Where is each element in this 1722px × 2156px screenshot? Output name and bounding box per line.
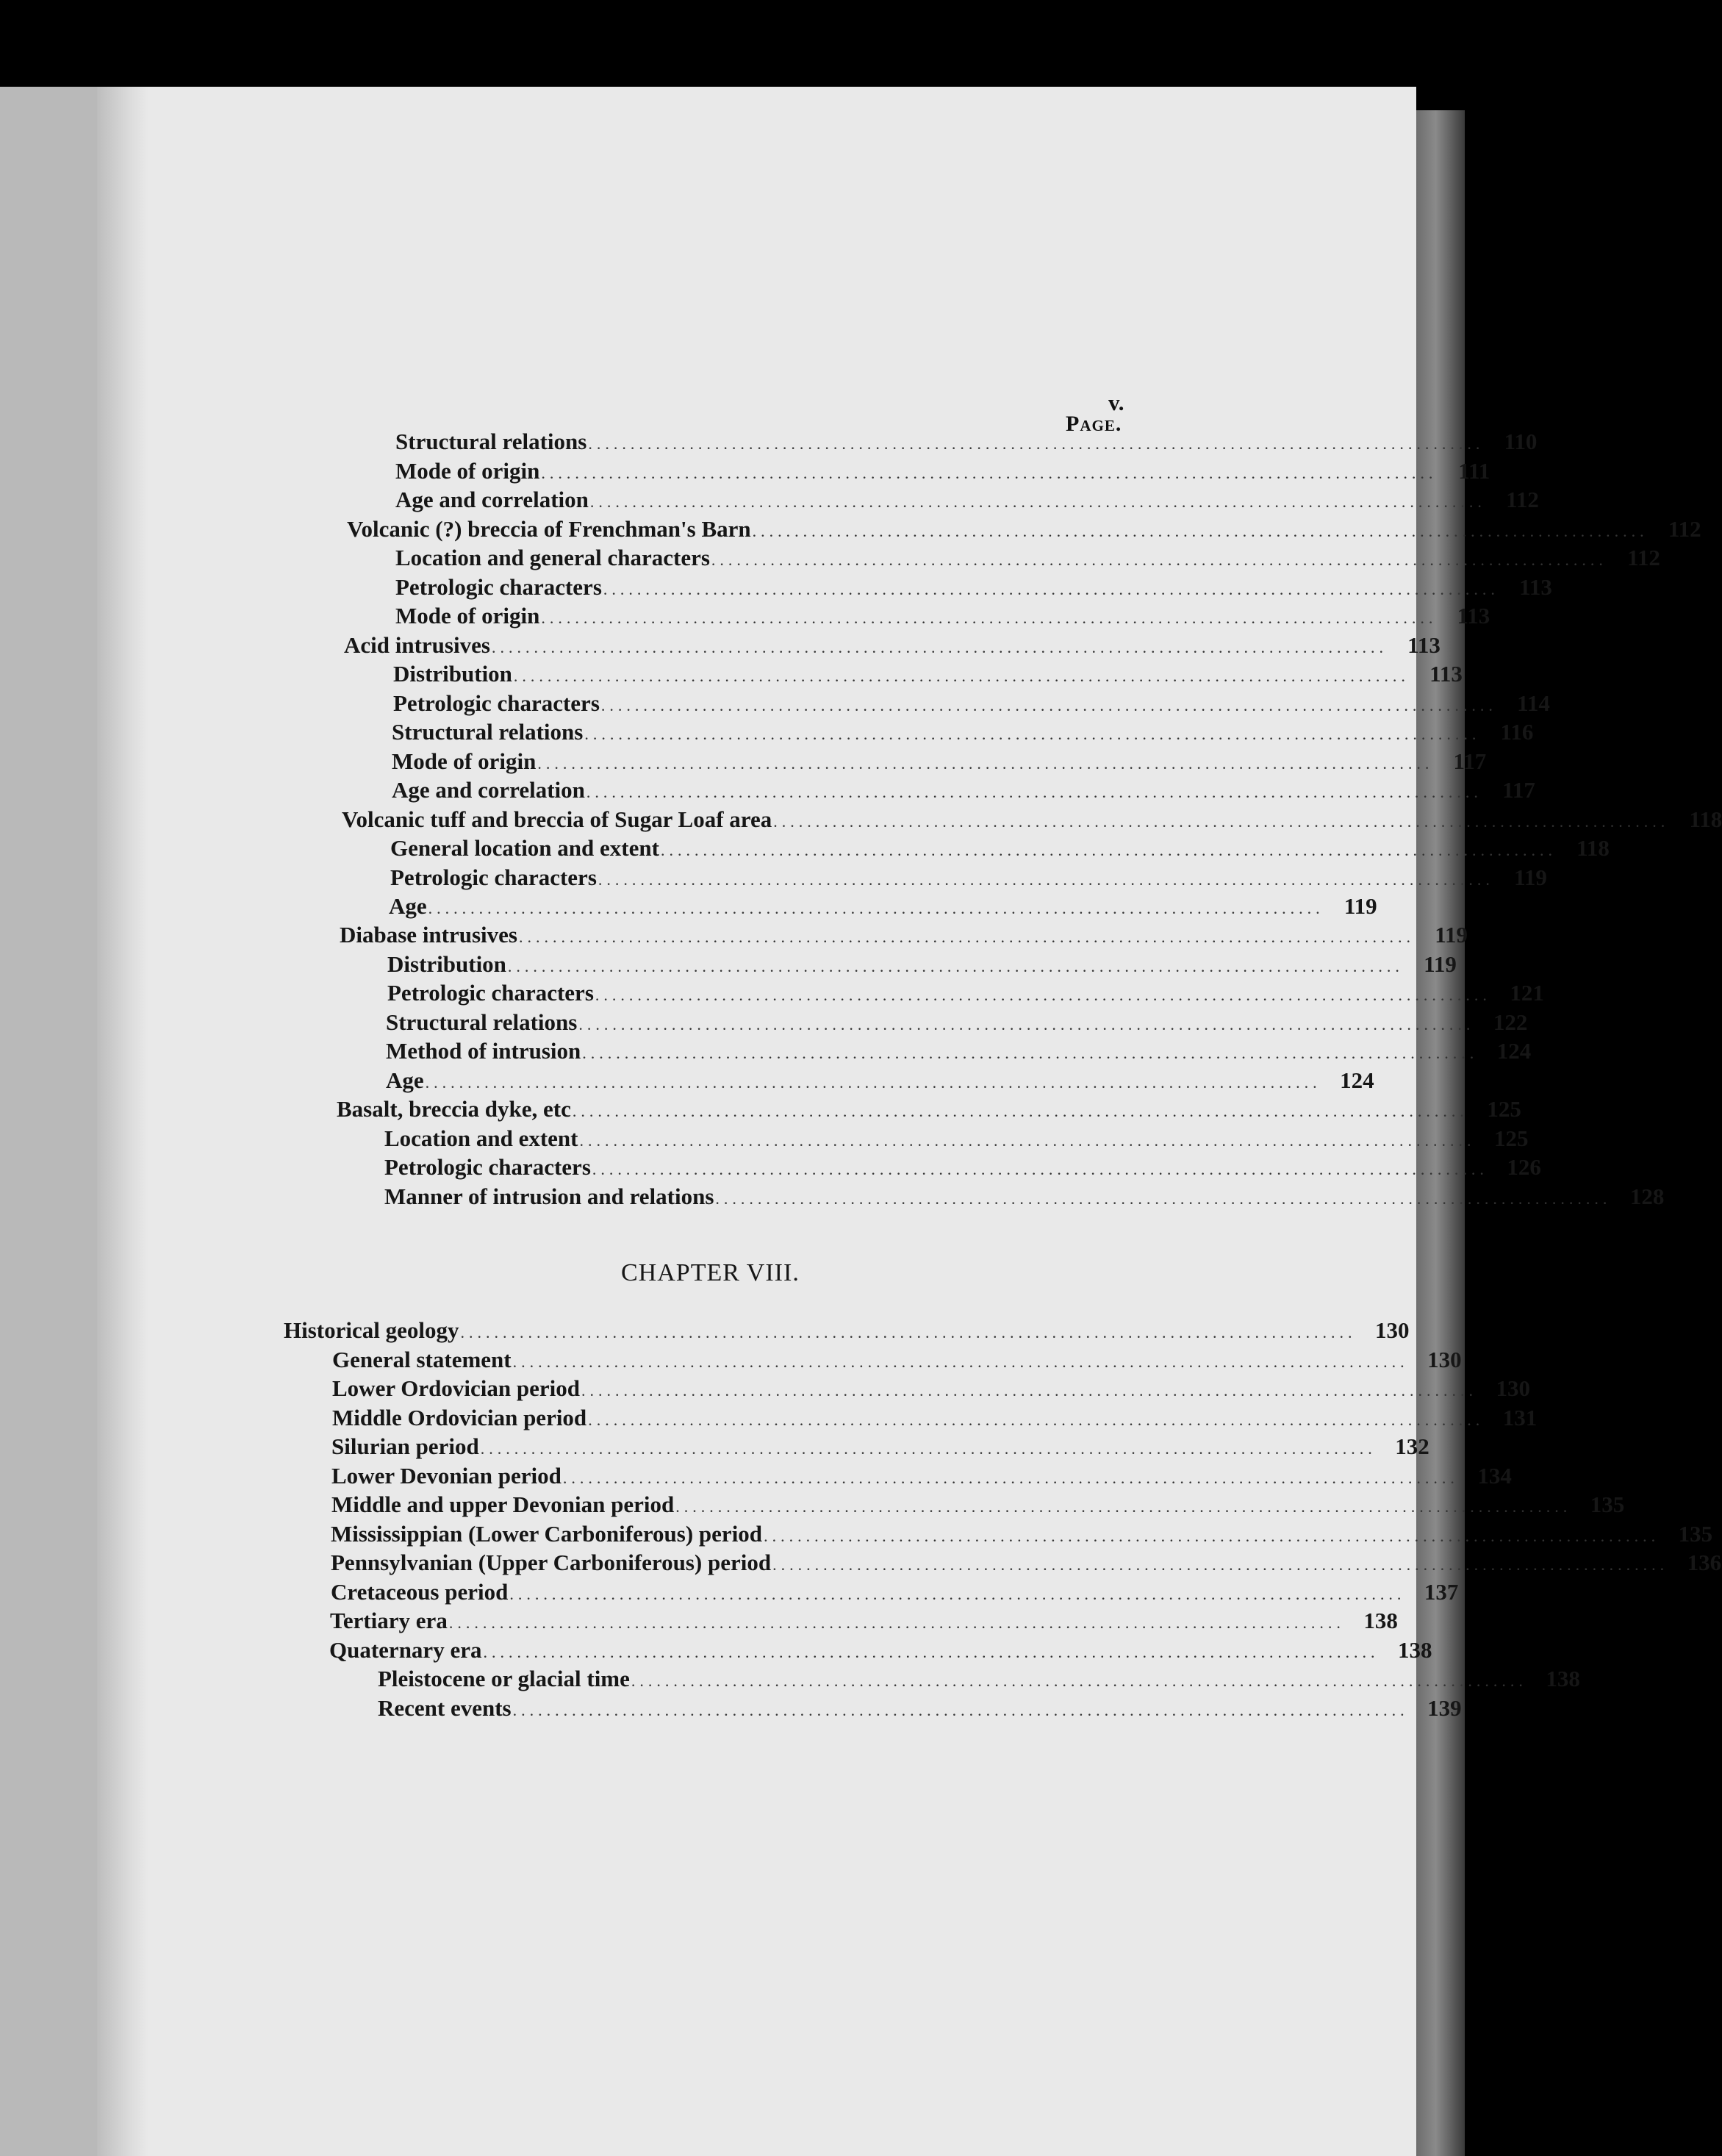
toc-entry (389, 893, 1377, 923)
toc-entry (392, 748, 1487, 778)
toc-entry (332, 1405, 1538, 1434)
toc-entry (387, 951, 1457, 981)
toc-entry (332, 1347, 1462, 1376)
dot-leader: .......................................................................................................... (460, 1323, 1357, 1342)
toc-entry-page: 117 (1502, 777, 1535, 803)
toc-entry (395, 429, 1538, 458)
dot-leader: .......................................................................................................... (578, 1015, 1475, 1034)
dot-leader: .......................................................................................................... (589, 493, 1486, 511)
toc-entry-page: 132 (1395, 1433, 1429, 1459)
toc-entry-page: 119 (1435, 922, 1468, 948)
toc-entry (395, 487, 1539, 516)
toc-entry-page: 124 (1496, 1038, 1532, 1064)
dot-leader: .......................................................................................................... (480, 1439, 1377, 1458)
toc-entry-page: 125 (1487, 1096, 1521, 1122)
toc-entry (378, 1666, 1580, 1695)
toc-entry (384, 1183, 1665, 1213)
toc-entry-page: 116 (1500, 719, 1534, 745)
toc-entry-label: Petrologic characters (384, 1154, 591, 1180)
dot-leader: .......................................................................................................... (513, 667, 1410, 685)
dot-leader: .......................................................................................................... (595, 986, 1491, 1004)
chapter-title: CHAPTER VIII. (621, 1259, 800, 1286)
toc-entry-label: Historical geology (284, 1317, 459, 1343)
toc-entry-label: Manner of intrusion and relations (384, 1183, 714, 1209)
toc-entry-page: 130 (1496, 1375, 1530, 1401)
toc-entry-label: Distribution (387, 951, 506, 977)
toc-entry-label: General location and extent (390, 835, 659, 861)
toc-entry (386, 1009, 1528, 1039)
dot-leader: .......................................................................................................... (586, 783, 1482, 801)
dot-leader: .......................................................................................................... (541, 464, 1438, 482)
toc-entry (331, 1579, 1459, 1608)
toc-entry (390, 835, 1610, 864)
page-column-heading: Page. (1066, 412, 1122, 436)
dot-leader: .......................................................................................................... (764, 1527, 1660, 1545)
toc-entry-page: 137 (1424, 1579, 1459, 1605)
toc-entry-page: 121 (1510, 980, 1544, 1006)
toc-entry (395, 603, 1490, 632)
toc-entry-label: Recent events (378, 1695, 512, 1721)
dot-leader: .......................................................................................................... (519, 928, 1415, 946)
dot-leader: .......................................................................................................... (425, 1073, 1321, 1092)
toc-entry (390, 864, 1547, 894)
toc-entry (395, 574, 1552, 604)
toc-entry-label: Basalt, breccia dyke, etc (337, 1096, 571, 1122)
dot-leader: .......................................................................................................... (631, 1672, 1527, 1690)
dot-leader: .......................................................................................................... (603, 580, 1499, 598)
page-gutter (97, 87, 148, 2156)
toc-entry (331, 1433, 1429, 1463)
toc-entry-label: Petrologic characters (390, 864, 597, 890)
toc-entry-page: 138 (1363, 1608, 1398, 1633)
toc-entry-page: 113 (1519, 574, 1552, 600)
toc-entry-page: 138 (1546, 1666, 1580, 1691)
toc-entry-page: 113 (1407, 632, 1441, 658)
dot-leader: .......................................................................................................... (509, 1585, 1406, 1603)
dot-leader: .......................................................................................................... (537, 754, 1434, 773)
toc-entry (384, 1154, 1541, 1183)
toc-entry (395, 545, 1660, 574)
toc-entry-page: 112 (1668, 516, 1701, 542)
toc-entry-page: 135 (1590, 1491, 1625, 1517)
dot-leader: .......................................................................................................... (588, 434, 1485, 453)
toc-entry-page: 112 (1506, 487, 1539, 512)
toc-entry-label: Age and correlation (392, 777, 585, 803)
dot-leader: .......................................................................................................... (581, 1381, 1477, 1400)
toc-entry (331, 1491, 1625, 1521)
toc-entry (331, 1521, 1713, 1550)
toc-entry-page: 131 (1502, 1405, 1538, 1430)
toc-entry-page: 117 (1453, 748, 1487, 774)
toc-entry-label: Volcanic tuff and breccia of Sugar Loaf area (342, 806, 772, 832)
dot-leader: .......................................................................................................... (675, 1497, 1572, 1516)
toc-entry-label: Lower Devonian period (331, 1463, 562, 1489)
toc-entry-page: 138 (1397, 1637, 1432, 1663)
dot-leader: .......................................................................................................... (483, 1643, 1380, 1661)
toc-entry-label: Mode of origin (395, 603, 540, 628)
toc-entry-label: Petrologic characters (393, 690, 600, 716)
toc-entry (392, 719, 1534, 748)
toc-entry-page: 113 (1429, 661, 1463, 687)
toc-entry-page: 136 (1687, 1550, 1722, 1575)
toc-entry-label: Acid intrusives (344, 632, 490, 658)
toc-entry-page: 110 (1504, 429, 1538, 454)
toc-entry (386, 1038, 1532, 1067)
toc-entry-label: Pennsylvanian (Upper Carboniferous) period (331, 1550, 772, 1575)
toc-entry (378, 1695, 1462, 1725)
dot-leader: .......................................................................................................... (562, 1469, 1459, 1487)
toc-entry-label: Petrologic characters (395, 574, 602, 600)
toc-entry-page: 139 (1427, 1695, 1462, 1721)
toc-entry (395, 458, 1490, 487)
toc-entry-page: 130 (1427, 1347, 1462, 1372)
toc-entry-label: Silurian period (331, 1433, 479, 1459)
toc-entry (342, 806, 1722, 836)
toc-entry-label: Age (386, 1067, 424, 1093)
dot-leader: .......................................................................................................... (715, 1189, 1612, 1208)
toc-entry-label: Volcanic (?) breccia of Frenchman's Barn (347, 516, 751, 542)
toc-entry-label: Pleistocene or glacial time (378, 1666, 630, 1691)
toc-entry (284, 1317, 1410, 1347)
toc-entry-label: Cretaceous period (331, 1579, 509, 1605)
dot-leader: .......................................................................................................... (572, 1102, 1468, 1120)
toc-entry (340, 922, 1468, 951)
dot-leader: .......................................................................................................... (598, 870, 1494, 889)
toc-entry-page: 118 (1576, 835, 1610, 861)
toc-entry (393, 661, 1463, 690)
toc-entry-label: Quaternary era (329, 1637, 482, 1663)
toc-entry-page: 119 (1424, 951, 1457, 977)
toc-entry-label: Mode of origin (392, 748, 537, 774)
toc-entry-page: 112 (1627, 545, 1660, 570)
toc-entry-page: 124 (1340, 1067, 1374, 1093)
dot-leader: .......................................................................................................... (507, 957, 1404, 975)
toc-entry-label: Structural relations (395, 429, 587, 454)
toc-entry (386, 1067, 1374, 1097)
toc-entry-label: Tertiary era (330, 1608, 448, 1633)
toc-entry-label: Distribution (393, 661, 512, 687)
scan-margin (0, 87, 97, 2156)
toc-entry-page: 111 (1458, 458, 1490, 484)
toc-entry-label: Petrologic characters (387, 980, 594, 1006)
toc-entry-label: Diabase intrusives (340, 922, 517, 948)
toc-entry-label: Middle Ordovician period (332, 1405, 587, 1430)
toc-entry (331, 1550, 1722, 1579)
dot-leader: .......................................................................................................... (588, 1411, 1485, 1429)
dot-leader: .......................................................................................................... (541, 609, 1438, 627)
toc-entry-label: Structural relations (392, 719, 584, 745)
toc-entry-page: 134 (1477, 1463, 1512, 1489)
dot-leader: .......................................................................................................... (584, 725, 1481, 743)
toc-entry (387, 980, 1544, 1009)
toc-entry (332, 1375, 1530, 1405)
dot-leader: .......................................................................................................... (579, 1131, 1476, 1150)
toc-entry-page: 135 (1678, 1521, 1713, 1547)
page-number: v. (1108, 390, 1124, 415)
toc-entry-label: Mississippian (Lower Carboniferous) period (331, 1521, 763, 1547)
toc-entry-page: 118 (1689, 806, 1722, 832)
toc-entry-label: Method of intrusion (386, 1038, 581, 1064)
dot-leader: .......................................................................................................... (592, 1160, 1488, 1178)
toc-entry-label: Middle and upper Devonian period (331, 1491, 675, 1517)
dot-leader: .......................................................................................................... (752, 522, 1649, 540)
toc-entry (347, 516, 1701, 545)
toc-entry (344, 632, 1441, 662)
toc-entry (393, 690, 1550, 720)
toc-entry-page: 130 (1374, 1317, 1410, 1343)
dot-leader: .......................................................................................................... (512, 1701, 1409, 1719)
toc-entry-label: Lower Ordovician period (332, 1375, 580, 1401)
dot-leader: .......................................................................................................... (448, 1614, 1345, 1632)
dot-leader: .......................................................................................................... (491, 638, 1388, 656)
toc-entry-page: 128 (1629, 1183, 1665, 1209)
dot-leader: .......................................................................................................... (428, 899, 1324, 917)
toc-entry-page: 119 (1343, 893, 1377, 919)
dot-leader: .......................................................................................................... (773, 812, 1670, 831)
dot-leader: .......................................................................................................... (772, 1555, 1669, 1574)
toc-entry (329, 1637, 1432, 1666)
dot-leader: .......................................................................................................... (660, 841, 1557, 859)
toc-entry-page: 114 (1517, 690, 1550, 716)
dot-leader: .......................................................................................................... (600, 696, 1497, 715)
toc-entry-page: 113 (1457, 603, 1490, 628)
toc-entry (392, 777, 1535, 806)
toc-entry-page: 119 (1514, 864, 1547, 890)
dot-leader: .......................................................................................................... (582, 1044, 1479, 1062)
toc-entry-label: General statement (332, 1347, 512, 1372)
dot-leader: .......................................................................................................... (711, 551, 1607, 569)
toc-entry-label: Structural relations (386, 1009, 578, 1035)
toc-entry-page: 125 (1494, 1125, 1529, 1151)
toc-entry (384, 1125, 1529, 1155)
toc-entry-label: Age (389, 893, 427, 919)
toc-entry (330, 1608, 1398, 1637)
toc-entry (331, 1463, 1512, 1492)
dot-leader: .......................................................................................................... (512, 1353, 1409, 1371)
toc-entry-page: 122 (1493, 1009, 1528, 1035)
toc-entry-label: Mode of origin (395, 458, 540, 484)
toc-entry-label: Location and general characters (395, 545, 710, 570)
toc-entry-page: 126 (1507, 1154, 1541, 1180)
toc-entry-label: Location and extent (384, 1125, 578, 1151)
toc-entry (337, 1096, 1521, 1125)
toc-entry-label: Age and correlation (395, 487, 589, 512)
